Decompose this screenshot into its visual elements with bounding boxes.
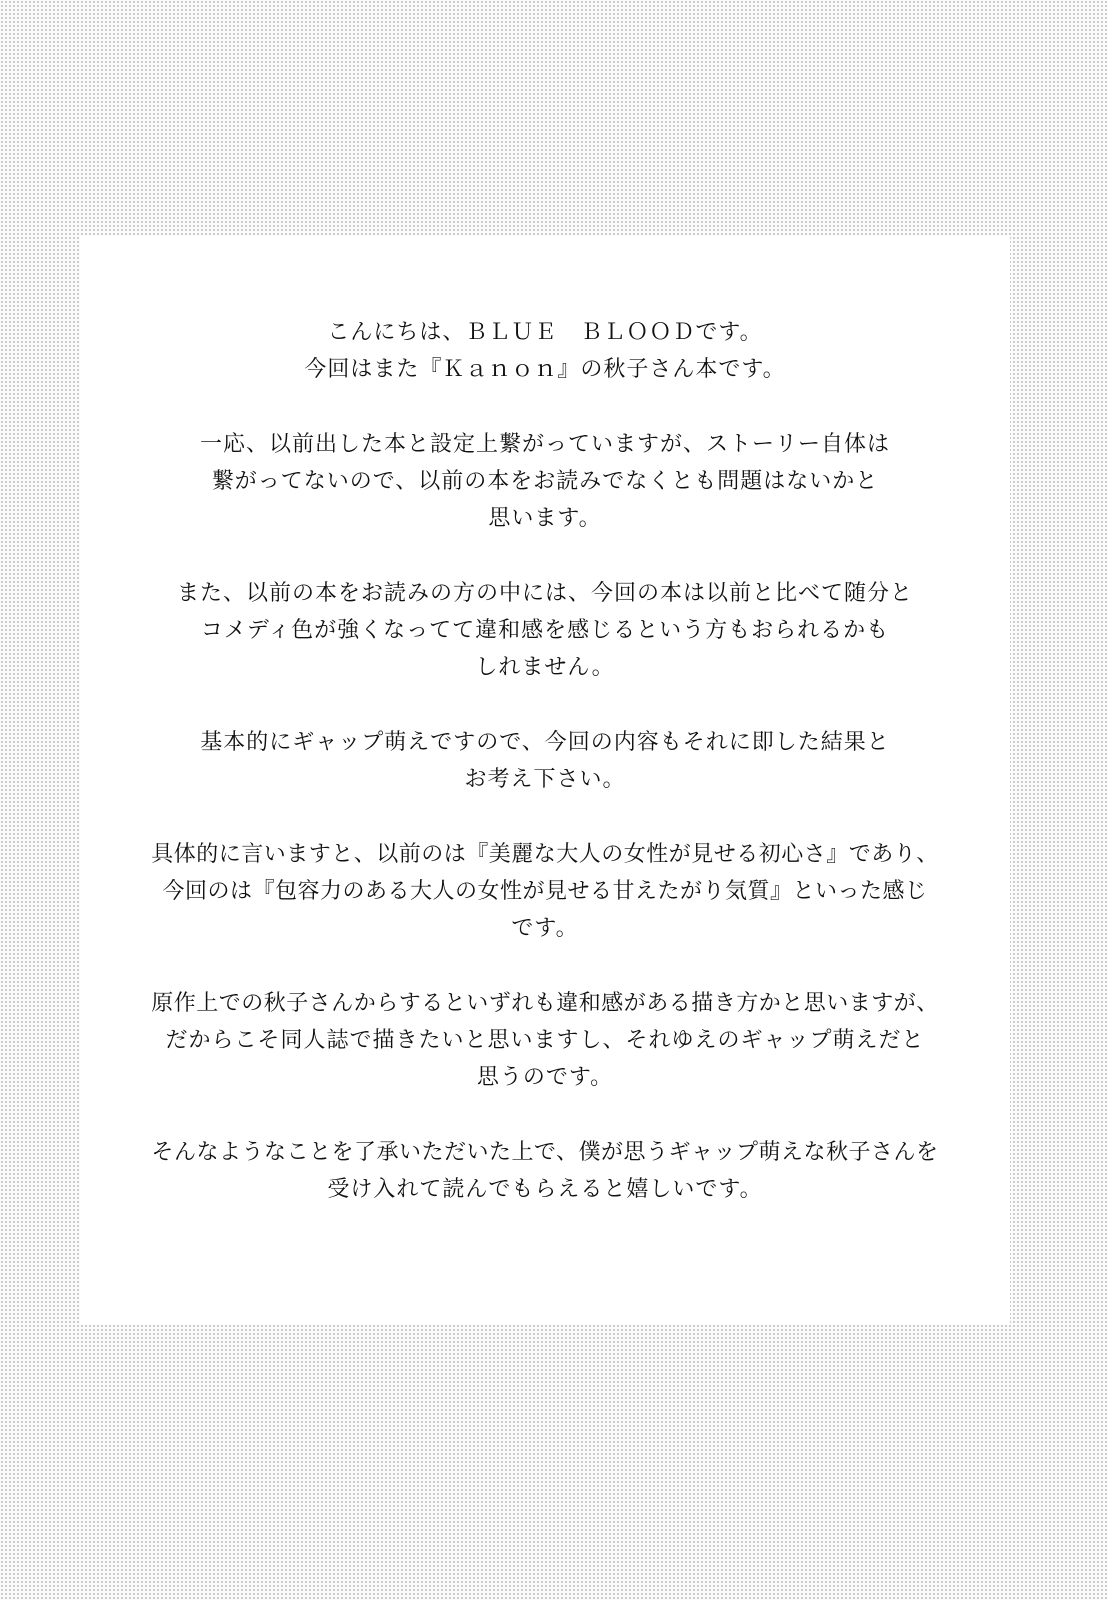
text-line: コメディ色が強くなってて違和感を感じるという方もおられるかも	[200, 618, 890, 643]
text-line: 今回のは『包容力のある大人の女性が見せる甘えたがり気質』といった感じ	[162, 879, 928, 904]
text-line: また、以前の本をお読みの方の中には、今回の本は以前と比べて随分と	[176, 581, 913, 606]
text-line: 基本的にギャップ萌えですので、今回の内容もそれに即した結果と	[200, 730, 890, 755]
gap-moe-paragraph	[80, 724, 1010, 798]
text-line: そんなようなことを了承いただいた上で、僕が思うギャップ萌えな秋子さんを	[151, 1140, 939, 1165]
text-line: 具体的に言いますと、以前のは『美麗な大人の女性が見せる初心さ』であり、	[151, 842, 939, 867]
text-line: 思うのです。	[476, 1065, 614, 1090]
text-line: しれません。	[475, 655, 615, 680]
greeting-paragraph	[80, 314, 1010, 388]
text-line: 一応、以前出した本と設定上繋がっていますが、ストーリー自体は	[199, 432, 890, 457]
text-line: お考え下さい。	[464, 767, 626, 792]
original-work-paragraph	[80, 985, 1010, 1096]
text-line: です。	[511, 916, 579, 941]
specifics-paragraph	[80, 836, 1010, 947]
closing-paragraph	[80, 1134, 1010, 1208]
text-line: 今回はまた『Ｋａｎｏｎ』の秋子さん本です。	[304, 357, 786, 382]
comedy-note-paragraph	[80, 575, 1010, 686]
continuity-paragraph	[80, 426, 1010, 537]
text-line: 受け入れて読んでもらえると嬉しいです。	[327, 1177, 763, 1202]
text-line: だからこそ同人誌で描きたいと思いますし、それゆえのギャップ萌えだと	[165, 1028, 925, 1053]
text-line: こんにちは、ＢＬＵＥ ＢＬＯＯＤです。	[327, 320, 763, 345]
text-line: 繋がってないので、以前の本をお読みでなくとも問題はないかと	[211, 469, 879, 494]
text-line: 原作上での秋子さんからするといずれも違和感がある描き方かと思いますが、	[151, 991, 939, 1016]
text-line: 思います。	[488, 506, 602, 531]
text-panel	[80, 236, 1010, 1324]
